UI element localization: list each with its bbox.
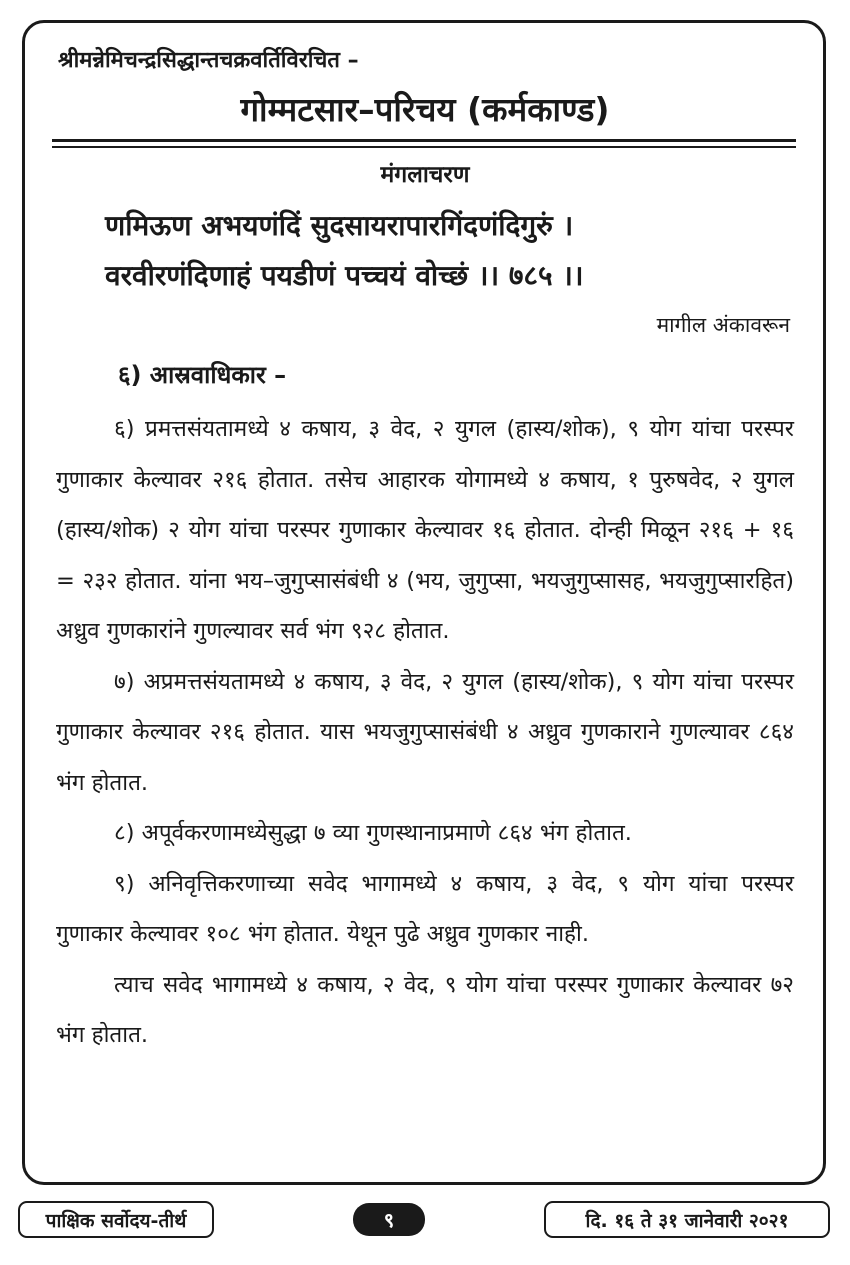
issue-date: दि. १६ ते ३१ जानेवारी २०२१ [544,1201,830,1238]
paragraph: त्याच सवेद भागामध्ये ४ कषाय, २ वेद, ९ योग यांचा परस्पर गुणाकार केल्यावर ७२ भंग होतात. [56,971,794,1048]
book-title: गोम्मटसार–परिचय (कर्मकाण्ड) [240,90,610,129]
body-text [56,404,794,1061]
paragraph: ९) अनिवृत्तिकरणाच्या सवेद भागामध्ये ४ कषाय, ३ वेद, ९ योग यांचा परस्पर गुणाकार केल्यावर १०८ भंग होतात. येथून पुढे अध्रुव गुणकार नाही. [56,870,794,947]
header-divider-thick [52,139,796,142]
invocation-heading: मंगलाचरण [380,162,470,188]
verse-line-2: वरवीरणंदिणाहं पयडीणं पच्चयं वोच्छं ।। ७८५ ।। [105,259,584,292]
chapter-heading: ६) आस्रवाधिकार – [118,361,287,389]
verse-line-1: णमिऊण अभयणंदिं सुदसायरापारगिंदणंदिगुरुं । [105,209,574,242]
publication-name: पाक्षिक सर्वोदय-तीर्थ [18,1201,214,1238]
paragraph: ६) प्रमत्तसंयतामध्ये ४ कषाय, ३ वेद, २ युगल (हास्य/शोक), ९ योग यांचा परस्पर गुणाकार केल्यावर २१६ होतात. तसेच आहारक योगामध्ये ४ कषाय, १ पुरुषवेद, २ युगल (हास्य/शोक) २ योग यांचा परस्पर गुणाकार केल्यावर १६ होतात. दोन्ही मिळून २१६ + १६ = २३२ होतात. यांना भय–जुगुप्सासंबंधी ४ (भय, जुगुप्सा, भयजुगुप्सासह, भयजुगुप्सारहित) अध्रुव गुणकारांने गुणल्यावर सर्व भंग ९२८ होतात. [56,416,794,644]
page-number-badge: ९ [353,1203,425,1236]
paragraph: ८) अपूर्वकरणामध्येसुद्धा ७ व्या गुणस्थानाप्रमाणे ८६४ भंग होतात. [114,820,632,846]
header-divider-thin [52,146,796,148]
author-line: श्रीमन्नेमिचन्द्रसिद्धान्तचक्रवर्तिविरचित – [58,48,359,73]
paragraph: ७) अप्रमत्तसंयतामध्ये ४ कषाय, ३ वेद, २ युगल (हास्य/शोक), ९ योग यांचा परस्पर गुणाकार केल्यावर २१६ होतात. यास भयजुगुप्सासंबंधी ४ अध्रुव गुणकाराने गुणल्यावर ८६४ भंग होतात. [56,668,794,796]
continued-note: मागील अंकावरून [656,313,790,337]
